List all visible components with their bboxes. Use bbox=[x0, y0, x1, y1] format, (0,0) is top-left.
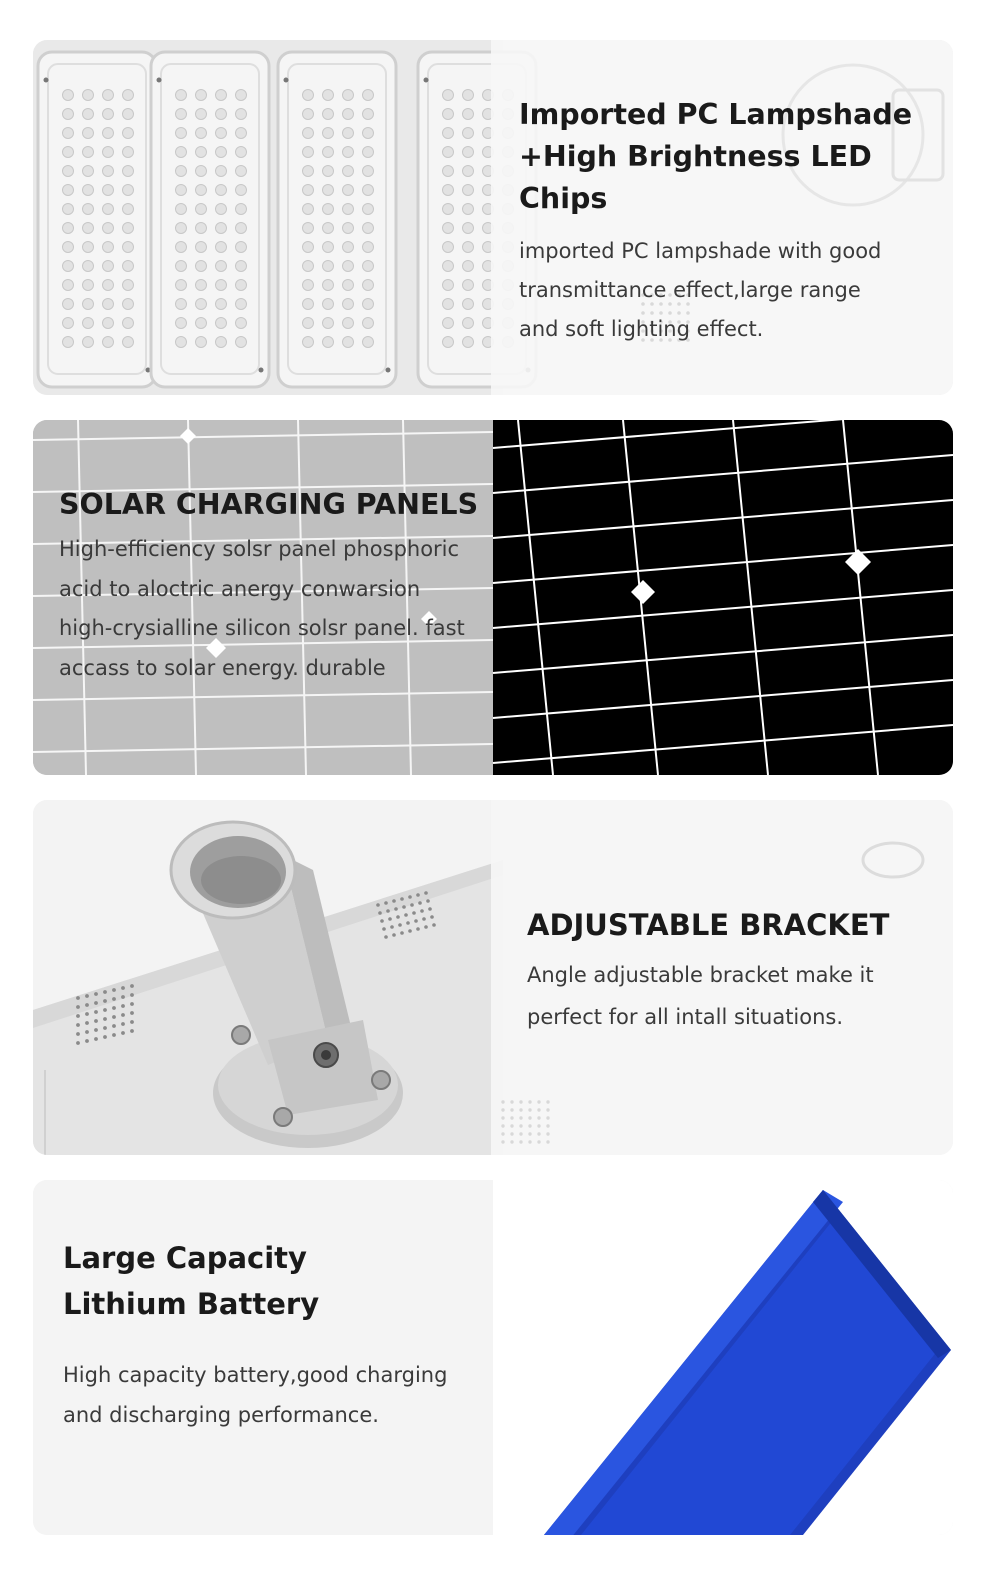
solar-desc-line-4: accass to solar energy. durable bbox=[59, 655, 386, 680]
lampshade-description bbox=[519, 232, 949, 349]
solar-desc-line-1: High-efficiency solsr panel phosphoric bbox=[59, 537, 460, 561]
lampshade-text bbox=[519, 94, 949, 349]
battery-title-line-1: Large Capacity bbox=[63, 1241, 307, 1275]
feature-card-bracket bbox=[33, 800, 953, 1155]
bracket-description bbox=[527, 954, 947, 1038]
lampshade-title-line-1: Imported PC Lampshade bbox=[519, 98, 913, 131]
bracket-title: ADJUSTABLE BRACKET bbox=[527, 908, 890, 942]
battery-title-line-2: Lithium Battery bbox=[63, 1287, 320, 1321]
lampshade-title-line-2: +High Brightness LED Chips bbox=[519, 140, 872, 215]
solar-desc-line-3: high-crysialline silicon solsr panel. fast bbox=[59, 616, 465, 640]
bracket-text bbox=[527, 904, 947, 1038]
bracket-desc-line-1: Angle adjustable bracket make it bbox=[527, 963, 874, 987]
battery-text bbox=[63, 1235, 503, 1435]
solar-description bbox=[59, 530, 499, 688]
lampshade-desc-line-1: imported PC lampshade with good bbox=[519, 239, 882, 263]
feature-card-solar bbox=[33, 420, 953, 775]
solar-title: SOLAR CHARGING PANELS bbox=[59, 488, 479, 521]
solar-text bbox=[59, 484, 499, 688]
battery-description bbox=[63, 1355, 503, 1435]
feature-card-lampshade bbox=[33, 40, 953, 395]
battery-desc-line-1: High capacity battery,good charging bbox=[63, 1363, 448, 1387]
bracket-desc-line-2: perfect for all intall situations. bbox=[527, 1005, 844, 1029]
battery-desc-line-2: and discharging performance. bbox=[63, 1403, 379, 1427]
solar-desc-line-2: acid to aloctric anergy conwarsion bbox=[59, 576, 421, 601]
lampshade-desc-line-3: and soft lighting effect. bbox=[519, 317, 764, 341]
lampshade-desc-line-2: transmittance effect,large range bbox=[519, 278, 861, 302]
feature-card-battery bbox=[33, 1180, 953, 1535]
